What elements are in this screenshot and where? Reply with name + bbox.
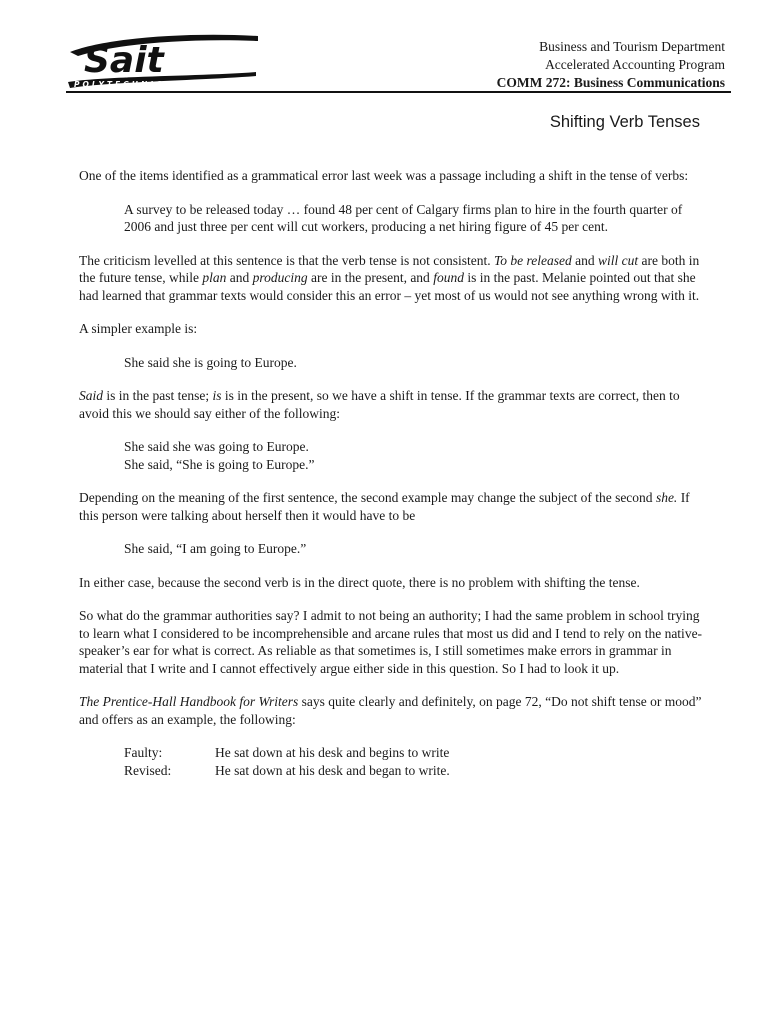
- logo-sub: POLYTECHNIC: [74, 80, 165, 89]
- paragraph-1: One of the items identified as a grammatical error last week was a passage including a shift in the tense of verbs:: [79, 168, 689, 183]
- dept-line-1: Business and Tourism Department: [539, 39, 725, 54]
- page-title: Shifting Verb Tenses: [549, 113, 700, 131]
- paragraph-5: Depending on the meaning of the first sentence, the second example may change the subject of the second she. If this person were talking about herself then it would have to be: [79, 490, 690, 523]
- paragraph-7: So what do the grammar authorities say? I admit to not being an authority; I had the same problem in school trying to learn what I considered to be incomprehensible and arcane rules that most us did and I tend to rely on the native-speaker’s ear for what is correct. As reliable as that sometimes is, I still sometimes make errors in grammar in material that I write and I cannot effectively argue either side in this question. So I had to look it up.: [79, 608, 703, 676]
- example-2a: She said she was going to Europe.: [124, 439, 309, 454]
- department-header: [497, 38, 725, 92]
- example-text: He sat down at his desk and began to write.: [215, 762, 450, 778]
- example-label: Revised:: [124, 762, 172, 778]
- sait-polytechnic-logo: [66, 32, 262, 90]
- example-revised: [79, 762, 711, 780]
- document-body: [79, 167, 711, 779]
- paragraph-2: The criticism levelled at this sentence is that the verb tense is not consistent. To be released and will cut are both in the future tense, while plan and producing are in the present, and found is in the past. Melanie pointed out that she had learned that grammar texts would consider this an error – yet most of us would not see anything wrong with it.: [79, 252, 700, 303]
- example-faulty: [79, 744, 711, 762]
- paragraph-3: A simpler example is:: [79, 321, 198, 336]
- example-text: He sat down at his desk and begins to write: [215, 745, 450, 760]
- header-rule: [66, 91, 731, 93]
- logo-wordmark: Sait: [84, 40, 164, 81]
- quote-1: A survey to be released today … found 48 per cent of Calgary firms plan to hire in the fourth quarter of 2006 and just three per cent will cut workers, producing a net hiring figure of 45 per cent.: [124, 201, 683, 234]
- paragraph-6: In either case, because the second verb is in the direct quote, there is no problem with shifting the tense.: [79, 574, 640, 590]
- example-label: Faulty:: [124, 745, 163, 760]
- paragraph-4: Said is in the past tense; is is in the present, so we have a shift in tense. If the grammar texts are correct, then to avoid this we should say either of the following:: [79, 388, 680, 421]
- example-2b: She said, “She is going to Europe.”: [124, 456, 315, 472]
- example-3: She said, “I am going to Europe.”: [124, 541, 307, 556]
- example-1: She said she is going to Europe.: [124, 354, 297, 370]
- course-name: COMM 272: Business Communications: [496, 75, 725, 90]
- paragraph-8: The Prentice-Hall Handbook for Writers says quite clearly and definitely, on page 72, “Do not shift tense or mood” and offers as an example, the following:: [79, 694, 702, 727]
- dept-line-2: Accelerated Accounting Program: [545, 57, 725, 72]
